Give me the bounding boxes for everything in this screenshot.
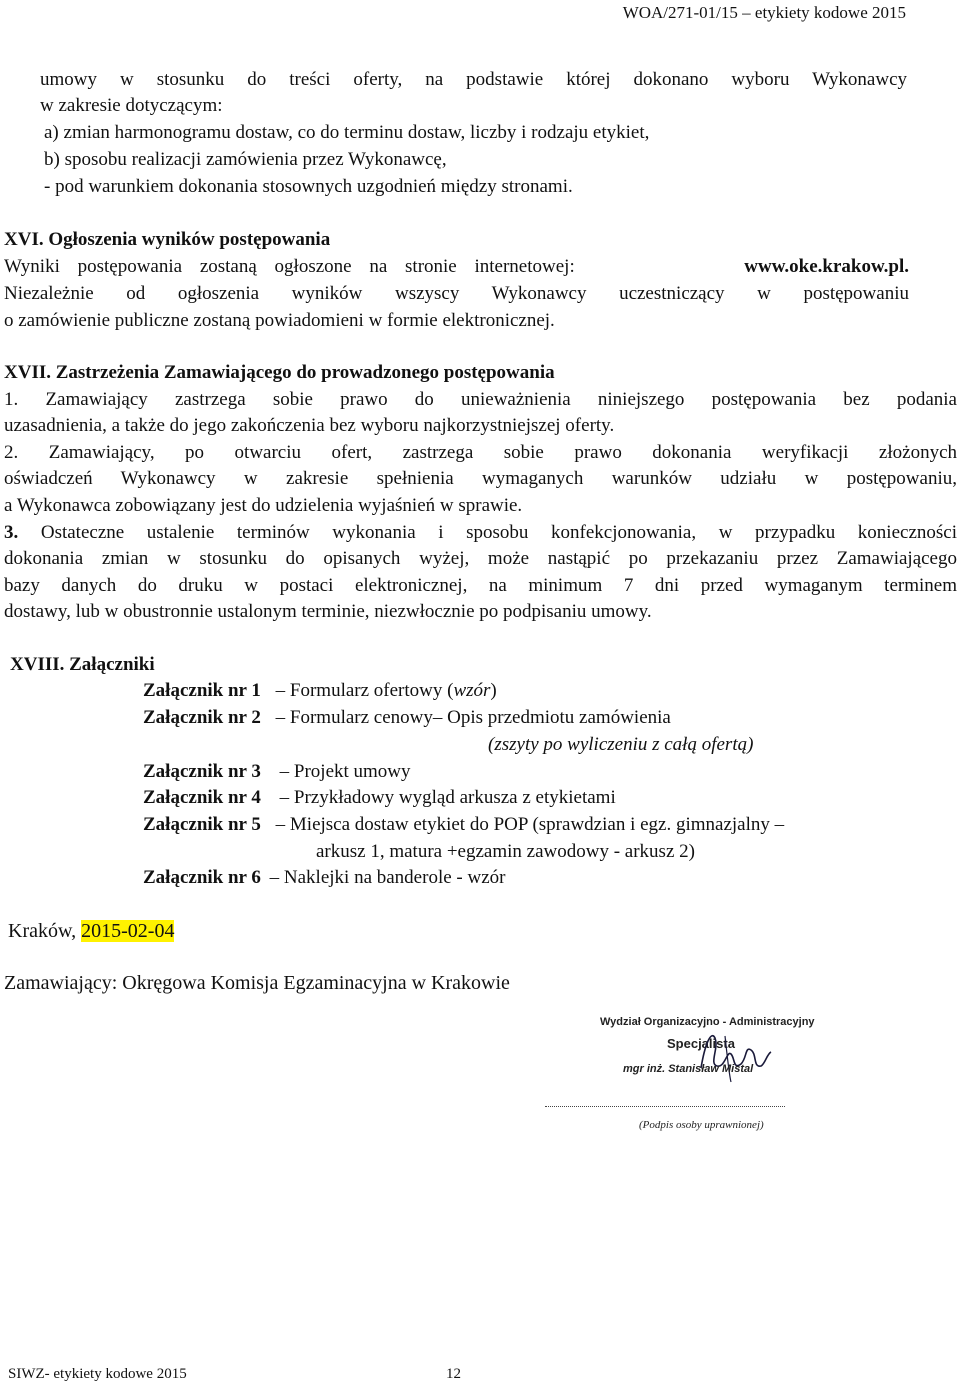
attachment-3 [143,759,411,785]
attachment-1-text: – Formularz ofertowy (wzór) [275,680,497,701]
intro-line-2: w zakresie dotyczącym: [40,95,223,116]
section-17-heading: XVII. Zastrzeżenia Zamawiającego do prowadzonego postępowania [4,362,555,383]
attachment-4 [143,785,616,811]
section-17-p3-line-4: dostawy, lub w obustronnie ustalonym terminie, niezwłocznie po podpisaniu umowy. [4,601,652,622]
stamp-signatory: mgr inż. Stanisław Mistal [623,1063,754,1075]
section-17-p2-line-1: 2. Zamawiający, po otwarciu ofert, zastrzega sobie prawo dokonania weryfikacji złożonych [4,442,957,463]
signature-caption: (Podpis osoby uprawnionej) [639,1119,764,1131]
section-16-line-2: Niezależnie od ogłoszenia wyników wszyscy Wykonawcy uczestniczący w postępowaniu [4,283,909,304]
signature-line [545,1106,785,1107]
section-16-heading: XVI. Ogłoszenia wyników postępowania [4,229,331,250]
attachment-5-text: – Miejsca dostaw etykiet do POP (sprawdzian i egz. gimnazjalny – [275,814,785,835]
intro-condition: - pod warunkiem dokonania stosownych uzgodnień między stronami. [44,176,573,197]
section-17-p1-line-2: uzasadnienia, a także do jego zakończenia bez wyboru najkorzystniejszej oferty. [4,415,615,436]
attachment-4-label: Załącznik nr 4 [143,787,261,808]
intro-item-b: b) sposobu realizacji zamówienia przez Wykonawcę, [44,149,447,170]
attachment-2-label: Załącznik nr 2 [143,707,261,728]
intro-line-1: umowy w stosunku do treści oferty, na podstawie której dokonano wyboru Wykonawcy [40,69,907,90]
page-header: WOA/271-01/15 – etykiety kodowe 2015 [622,3,906,22]
place-date [8,918,174,944]
section-17-p1-line-1: 1. Zamawiający zastrzega sobie prawo do unieważnienia niniejszego postępowania bez podania [4,389,957,410]
signature-icon [695,1024,775,1084]
buyer-line: Zamawiający: Okręgowa Komisja Egzaminacyjna w Krakowie [4,972,510,994]
section-17-p3-line-2: dokonania zmian w stosunku do opisanych wyżej, może nastąpić po przekazaniu przez Zamawiającego [4,548,957,569]
section-18-heading: XVIII. Załączniki [10,654,155,675]
place-label: Kraków, [8,920,82,942]
attachment-2-note: (zszyty po wyliczeniu z całą ofertą) [488,734,754,755]
results-text: Wyniki postępowania zostaną ogłoszone na stronie internetowej: [4,256,575,277]
attachment-4-text: – Przykładowy wygląd arkusza z etykietami [279,787,616,808]
section-17-p3-line-1 [4,520,957,546]
attachment-5-label: Załącznik nr 5 [143,814,261,835]
section-17-p2-line-3: a Wykonawca zobowiązany jest do udzielenia wyjaśnień w sprawie. [4,495,523,516]
attachment-6-text: – Naklejki na banderole - wzór [269,867,506,888]
attachment-1 [143,678,497,704]
attachment-6 [143,865,505,891]
section-17-p3-line-3: bazy danych do druku w postaci elektronicznej, na minimum 7 dni przed wymaganym terminem [4,575,957,596]
attachment-2 [143,705,671,731]
attachment-3-label: Załącznik nr 3 [143,761,261,782]
p3-number: 3. [4,522,19,543]
stamp-title: Specjalista [667,1036,735,1051]
p3-text: Ostateczne ustalenie terminów wykonania i sposobu konfekcjonowania, w przypadku konieczności [18,522,957,543]
attachment-1-label: Załącznik nr 1 [143,680,261,701]
attachment-3-text: – Projekt umowy [279,761,411,782]
intro-item-a: a) zmian harmonogramu dostaw, co do terminu dostaw, liczby i rodzaju etykiet, [44,122,650,143]
attachment-5 [143,812,784,838]
section-16-line-3: o zamówienie publiczne zostaną powiadomieni w formie elektronicznej. [4,310,555,331]
official-stamp [545,1010,815,1136]
page-number: 12 [446,1366,461,1382]
section-17-p2-line-2: oświadczeń Wykonawcy w zakresie spełnienia wymaganych warunków udziału w postępowaniu, [4,468,957,489]
date-highlight: 2015-02-04 [81,920,175,942]
stamp-department: Wydział Organizacyjno - Administracyjny [600,1016,815,1028]
website-link[interactable]: www.oke.krakow.pl. [744,256,909,277]
attachment-5-text-cont: arkusz 1, matura +egzamin zawodowy - arkusz 2) [316,841,695,862]
footer-left: SIWZ- etykiety kodowe 2015 [8,1366,187,1382]
attachment-2-text: – Formularz cenowy– Opis przedmiotu zamówienia [275,707,671,728]
section-16-line-1 [4,254,909,280]
attachment-6-label: Załącznik nr 6 [143,867,261,888]
